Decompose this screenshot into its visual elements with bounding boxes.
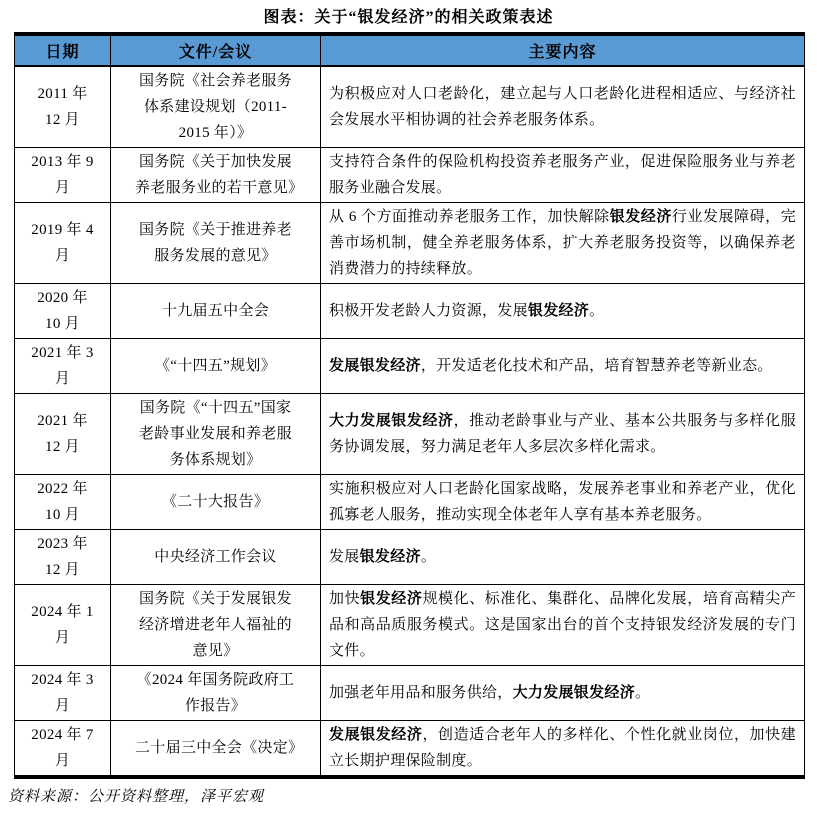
cell-date: 2021 年 3 月: [15, 339, 111, 394]
cell-content: [321, 666, 805, 721]
cell-date: 2024 年 7 月: [15, 721, 111, 778]
table-row: [15, 339, 805, 394]
header-content: 主要内容: [321, 34, 805, 66]
cell-document: 十九届五中全会: [111, 284, 321, 339]
table-row: [15, 203, 805, 284]
table-row: [15, 585, 805, 666]
content-segment: 积极开发老龄人力资源，发展: [329, 303, 528, 319]
cell-date: 2023 年 12 月: [15, 530, 111, 585]
content-segment: ，开发适老化技术和产品，培育智慧养老等新业态。: [420, 358, 773, 374]
policy-table: [14, 32, 805, 779]
cell-date: 2024 年 3 月: [15, 666, 111, 721]
source-note: 资料来源：公开资料整理，泽平宏观: [8, 789, 265, 805]
content-segment: 支持符合条件的保险机构投资养老服务产业，促进保险服务业与养老服务业融合发展。: [329, 154, 796, 196]
cell-content: [321, 721, 805, 778]
content-segment: ，推动老龄事业与产业、基本公共服务与多样化服务协调发展，努力满足老年人多层次多样化需求。: [329, 413, 796, 455]
content-segment-bold: 银发经济: [360, 591, 423, 607]
table-row: [15, 66, 805, 148]
cell-document: 二十届三中全会《决定》: [111, 721, 321, 778]
content-segment: 为积极应对人口老龄化，建立起与人口老龄化进程相适应、与经济社会发展水平相协调的社会养老服务体系。: [329, 86, 796, 128]
content-segment: 。: [635, 685, 651, 701]
cell-content: [321, 284, 805, 339]
cell-date: 2011 年 12 月: [15, 66, 111, 148]
cell-document: 中央经济工作会议: [111, 530, 321, 585]
cell-content: [321, 203, 805, 284]
figure-title: 图表：关于“银发经济”的相关政策表述: [263, 9, 554, 26]
content-segment: 。: [420, 549, 437, 565]
cell-document: 《2024 年国务院政府工作报告》: [111, 666, 321, 721]
cell-document: 国务院《关于推进养老服务发展的意见》: [111, 203, 321, 284]
cell-document: 《二十大报告》: [111, 475, 321, 530]
table-row: [15, 284, 805, 339]
cell-content: [321, 394, 805, 475]
cell-content: [321, 148, 805, 203]
table-header: [15, 34, 805, 66]
content-segment-bold: 银发经济: [527, 303, 590, 319]
cell-document: 《“十四五”规划》: [111, 339, 321, 394]
content-segment-bold: 大力发展银发经济: [329, 413, 454, 429]
cell-content: [321, 530, 805, 585]
table-body: [15, 66, 805, 777]
cell-document: 国务院《关于发展银发经济增进老年人福祉的意见》: [111, 585, 321, 666]
cell-date: 2013 年 9 月: [15, 148, 111, 203]
content-segment-bold: 发展银发经济: [329, 727, 423, 743]
cell-document: 国务院《社会养老服务体系建设规划（2011-2015 年）》: [111, 66, 321, 148]
table-row: [15, 148, 805, 203]
content-segment: 实施积极应对人口老龄化国家战略，发展养老事业和养老产业，优化孤寡老人服务，推动实现全体老年人享有基本养老服务。: [329, 481, 796, 523]
content-segment: 。: [589, 303, 605, 319]
content-segment: 加强老年用品和服务供给，: [329, 685, 513, 701]
cell-content: [321, 475, 805, 530]
table-row: [15, 394, 805, 475]
content-segment: 加快: [329, 591, 361, 607]
table-row: [15, 530, 805, 585]
content-segment-bold: 发展银发经济: [329, 358, 421, 374]
cell-date: 2022 年 10 月: [15, 475, 111, 530]
cell-date: 2021 年 12 月: [15, 394, 111, 475]
table-row: [15, 475, 805, 530]
cell-document: 国务院《关于加快发展养老服务业的若干意见》: [111, 148, 321, 203]
content-segment: 从 6 个方面推动养老服务工作，加快解除: [329, 209, 610, 225]
content-segment: 行业发展障碍，完善市场机制，健全养老服务体系，扩大养老服务投资等，以确保养老消费潜力的持续释放。: [329, 209, 796, 277]
cell-date: 2020 年 10 月: [15, 284, 111, 339]
content-segment-bold: 银发经济: [359, 549, 421, 565]
header-row: [15, 34, 805, 66]
header-date: 日期: [15, 34, 111, 66]
cell-date: 2024 年 1 月: [15, 585, 111, 666]
cell-document: 国务院《“十四五”国家老龄事业发展和养老服务体系规划》: [111, 394, 321, 475]
content-segment-bold: 银发经济: [609, 209, 672, 225]
content-segment: 规模化、标准化、集群化、品牌化发展，培育高精尖产品和高品质服务模式。这是国家出台的首个支持银发经济发展的专门文件。: [329, 591, 797, 659]
cell-content: [321, 585, 805, 666]
table-row: [15, 666, 805, 721]
cell-date: 2019 年 4 月: [15, 203, 111, 284]
table-row: [15, 721, 805, 778]
content-segment: ，创造适合老年人的多样化、个性化就业岗位，加快建立长期护理保险制度。: [329, 727, 796, 769]
cell-content: [321, 339, 805, 394]
content-segment: 发展: [329, 549, 360, 565]
header-document: 文件/会议: [111, 34, 321, 66]
cell-content: [321, 66, 805, 148]
content-segment-bold: 大力发展银发经济: [512, 685, 636, 701]
